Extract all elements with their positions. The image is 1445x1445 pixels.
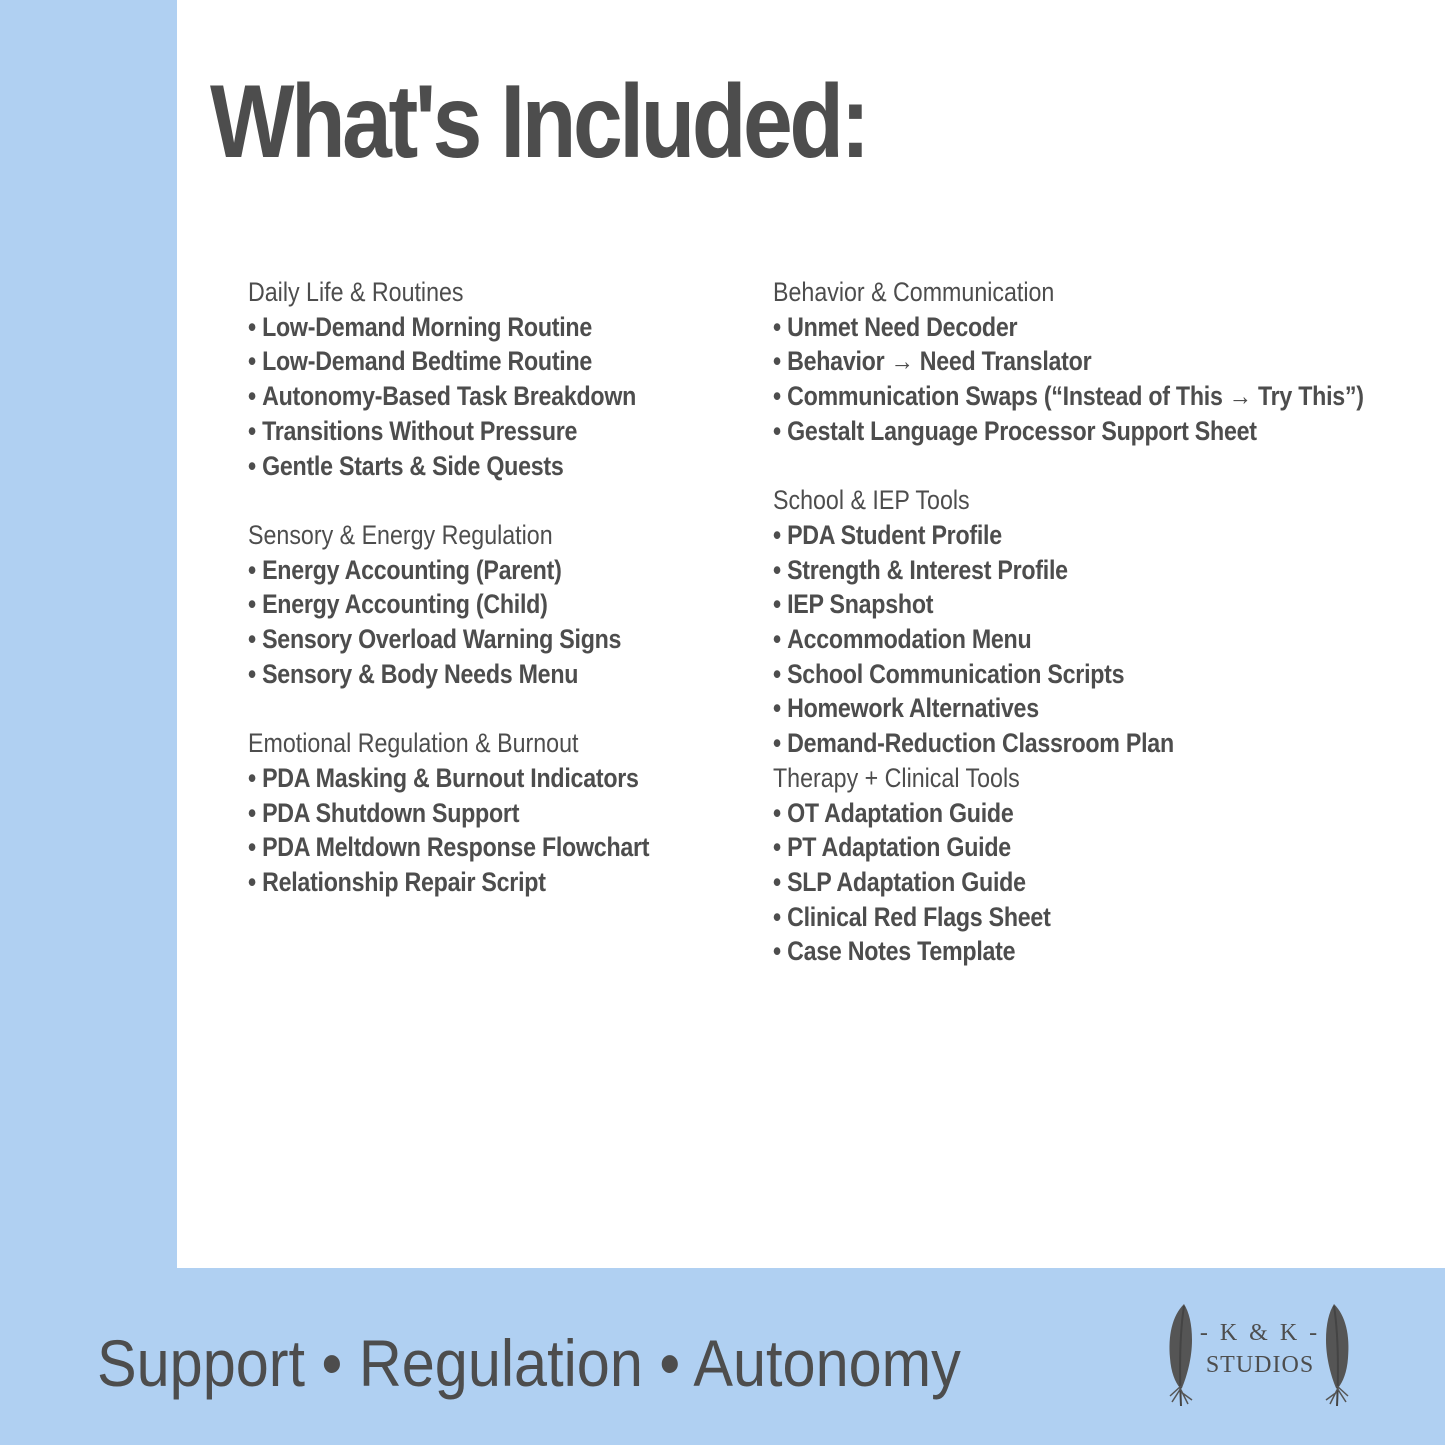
list-item: • OT Adaptation Guide <box>773 796 1364 831</box>
list-item: • PDA Student Profile <box>773 518 1364 553</box>
studio-logo <box>1160 1298 1360 1410</box>
list-item: • Low-Demand Morning Routine <box>248 310 649 345</box>
left-column <box>248 275 649 934</box>
list-item: • Communication Swaps (“Instead of This → Try This”) <box>773 379 1364 414</box>
list-item: • Clinical Red Flags Sheet <box>773 900 1364 935</box>
list-item: • Gestalt Language Processor Support Sheet <box>773 414 1364 449</box>
section-heading: Sensory & Energy Regulation <box>248 519 553 550</box>
section-list <box>773 310 1364 449</box>
list-item: • PDA Shutdown Support <box>248 796 649 831</box>
list-item: • Transitions Without Pressure <box>248 414 649 449</box>
list-item: • Energy Accounting (Parent) <box>248 553 649 588</box>
page-title: What's Included: <box>210 64 867 180</box>
section-list <box>773 796 1364 970</box>
section-heading: Therapy + Clinical Tools <box>773 762 1020 793</box>
list-item: • Energy Accounting (Child) <box>248 587 649 622</box>
list-item: • School Communication Scripts <box>773 657 1364 692</box>
section-school-iep <box>773 483 1364 761</box>
section-heading: School & IEP Tools <box>773 485 970 516</box>
list-item: • Relationship Repair Script <box>248 865 649 900</box>
list-item: • Sensory & Body Needs Menu <box>248 657 649 692</box>
section-therapy-clinical <box>773 761 1364 969</box>
section-heading: Behavior & Communication <box>773 277 1055 307</box>
list-item: • Low-Demand Bedtime Routine <box>248 344 649 379</box>
list-item: • IEP Snapshot <box>773 587 1364 622</box>
section-daily-life <box>248 275 649 483</box>
tagline: Support • Regulation • Autonomy <box>97 1326 961 1400</box>
list-item: • Gentle Starts & Side Quests <box>248 449 649 484</box>
section-emotional-regulation <box>248 726 649 900</box>
section-behavior-communication <box>773 275 1364 449</box>
section-list <box>248 553 649 692</box>
list-item: • Sensory Overload Warning Signs <box>248 622 649 657</box>
list-item: • Autonomy-Based Task Breakdown <box>248 379 649 414</box>
left-accent-bar <box>0 0 177 1268</box>
list-item: • Behavior → Need Translator <box>773 344 1364 379</box>
feather-icon <box>1316 1302 1356 1408</box>
list-item: • Homework Alternatives <box>773 691 1364 726</box>
section-list <box>248 761 649 900</box>
logo-line2: STUDIOS <box>1205 1352 1315 1378</box>
section-list <box>773 518 1364 761</box>
list-item: • SLP Adaptation Guide <box>773 865 1364 900</box>
list-item: • PDA Masking & Burnout Indicators <box>248 761 649 796</box>
section-heading: Daily Life & Routines <box>248 277 464 307</box>
section-sensory-energy <box>248 518 649 692</box>
list-item: • Strength & Interest Profile <box>773 553 1364 588</box>
list-item: • Demand-Reduction Classroom Plan <box>773 726 1364 761</box>
list-item: • Unmet Need Decoder <box>773 310 1364 345</box>
right-column <box>773 275 1364 1004</box>
list-item: • Accommodation Menu <box>773 622 1364 657</box>
logo-line1: - K & K - <box>1199 1320 1321 1346</box>
list-item: • Case Notes Template <box>773 934 1364 969</box>
list-item: • PDA Meltdown Response Flowchart <box>248 830 649 865</box>
section-heading: Emotional Regulation & Burnout <box>248 728 579 759</box>
list-item: • PT Adaptation Guide <box>773 830 1364 865</box>
section-list <box>248 310 649 484</box>
